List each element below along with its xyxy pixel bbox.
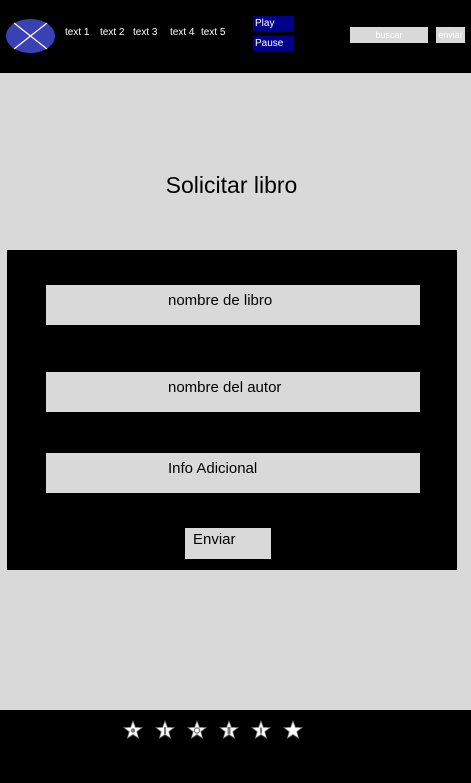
logo-placeholder-icon[interactable] <box>5 18 56 54</box>
submit-button[interactable] <box>185 528 271 559</box>
star-icon[interactable] <box>187 720 207 740</box>
nav-link-4[interactable]: text 4 <box>170 27 195 38</box>
top-navbar <box>0 0 471 73</box>
author-name-field[interactable] <box>46 372 420 412</box>
star-icon[interactable] <box>123 720 143 740</box>
star-icon[interactable] <box>155 720 175 740</box>
footer <box>0 710 471 783</box>
book-name-field[interactable] <box>46 285 420 325</box>
additional-info-field[interactable] <box>46 453 420 493</box>
nav-link-5[interactable]: text 5 <box>201 27 226 38</box>
author-name-label: nombre del autor <box>168 379 282 396</box>
play-button[interactable]: Play <box>253 16 294 31</box>
additional-info-label: Info Adicional <box>168 460 258 477</box>
nav-link-3[interactable]: text 3 <box>133 27 158 38</box>
star-icon[interactable] <box>251 720 271 740</box>
page-title: Solicitar libro <box>165 172 298 198</box>
book-name-label: nombre de libro <box>168 292 273 309</box>
star-icon[interactable] <box>219 720 239 740</box>
search-input[interactable] <box>350 27 428 43</box>
pause-button[interactable]: Pause <box>253 36 294 51</box>
star-icon[interactable] <box>283 720 303 740</box>
nav-link-2[interactable]: text 2 <box>100 27 125 38</box>
request-book-form <box>7 250 457 570</box>
nav-link-1[interactable]: text 1 <box>65 27 90 38</box>
search-submit-button[interactable]: enviar <box>436 27 465 43</box>
submit-button-label: Enviar <box>193 531 236 548</box>
